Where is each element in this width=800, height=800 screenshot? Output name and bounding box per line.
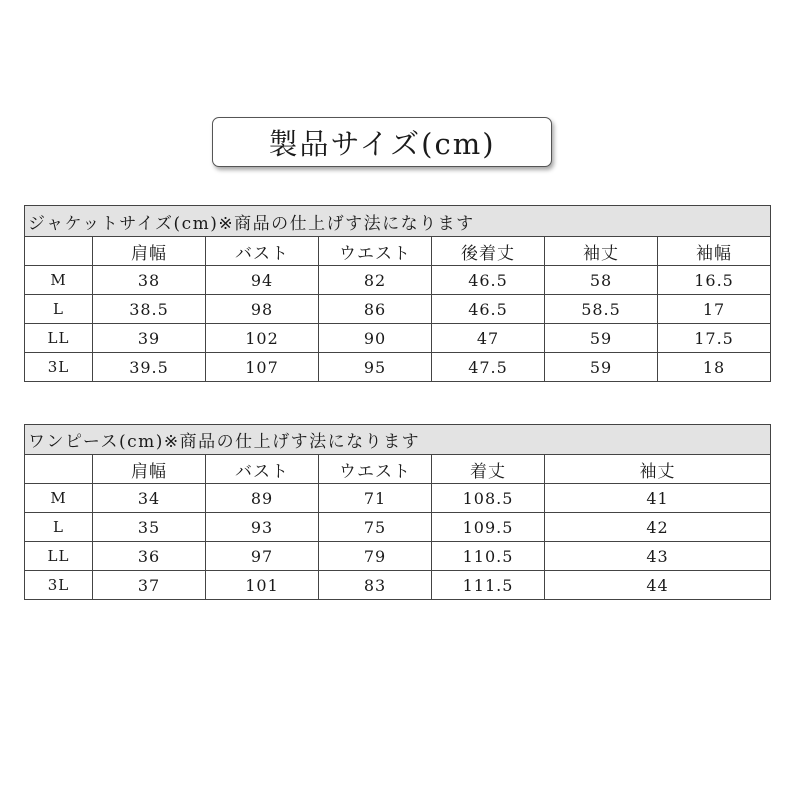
cell-value: 82 xyxy=(319,266,432,295)
table-row xyxy=(25,266,771,295)
corner-cell xyxy=(25,237,93,266)
cell-value: 42 xyxy=(545,513,771,542)
size-label: L xyxy=(25,295,93,324)
header-waist: ウエスト xyxy=(319,455,432,484)
header-sleeve-length: 袖丈 xyxy=(545,455,771,484)
cell-value: 59 xyxy=(545,353,658,382)
table-row xyxy=(25,295,771,324)
cell-value: 43 xyxy=(545,542,771,571)
header-shoulder: 肩幅 xyxy=(93,455,206,484)
cell-value: 46.5 xyxy=(432,295,545,324)
cell-value: 107 xyxy=(206,353,319,382)
jacket-size-table xyxy=(24,205,771,382)
cell-value: 102 xyxy=(206,324,319,353)
table-row xyxy=(25,513,771,542)
dress-header-row xyxy=(25,455,771,484)
cell-value: 58 xyxy=(545,266,658,295)
cell-value: 71 xyxy=(319,484,432,513)
size-label: M xyxy=(25,266,93,295)
header-bust: バスト xyxy=(206,455,319,484)
header-shoulder: 肩幅 xyxy=(93,237,206,266)
cell-value: 110.5 xyxy=(432,542,545,571)
cell-value: 36 xyxy=(93,542,206,571)
cell-value: 34 xyxy=(93,484,206,513)
cell-value: 109.5 xyxy=(432,513,545,542)
cell-value: 94 xyxy=(206,266,319,295)
header-bust: バスト xyxy=(206,237,319,266)
cell-value: 46.5 xyxy=(432,266,545,295)
header-back-length: 後着丈 xyxy=(432,237,545,266)
table-row xyxy=(25,571,771,600)
cell-value: 41 xyxy=(545,484,771,513)
header-sleeve-width: 袖幅 xyxy=(658,237,771,266)
cell-value: 108.5 xyxy=(432,484,545,513)
jacket-table-caption: ジャケットサイズ(cm)※商品の仕上げす法になります xyxy=(25,206,771,237)
cell-value: 47 xyxy=(432,324,545,353)
cell-value: 47.5 xyxy=(432,353,545,382)
cell-value: 101 xyxy=(206,571,319,600)
size-label: LL xyxy=(25,542,93,571)
cell-value: 86 xyxy=(319,295,432,324)
cell-value: 35 xyxy=(93,513,206,542)
size-label: 3L xyxy=(25,571,93,600)
cell-value: 38 xyxy=(93,266,206,295)
cell-value: 58.5 xyxy=(545,295,658,324)
cell-value: 97 xyxy=(206,542,319,571)
cell-value: 44 xyxy=(545,571,771,600)
header-sleeve-length: 袖丈 xyxy=(545,237,658,266)
size-label: L xyxy=(25,513,93,542)
cell-value: 18 xyxy=(658,353,771,382)
cell-value: 93 xyxy=(206,513,319,542)
cell-value: 111.5 xyxy=(432,571,545,600)
cell-value: 75 xyxy=(319,513,432,542)
header-waist: ウエスト xyxy=(319,237,432,266)
table-row xyxy=(25,353,771,382)
table-row xyxy=(25,484,771,513)
page-title: 製品サイズ(cm) xyxy=(212,117,552,167)
cell-value: 98 xyxy=(206,295,319,324)
jacket-header-row xyxy=(25,237,771,266)
cell-value: 39.5 xyxy=(93,353,206,382)
table-row xyxy=(25,542,771,571)
corner-cell xyxy=(25,455,93,484)
cell-value: 79 xyxy=(319,542,432,571)
cell-value: 39 xyxy=(93,324,206,353)
cell-value: 95 xyxy=(319,353,432,382)
cell-value: 90 xyxy=(319,324,432,353)
header-length: 着丈 xyxy=(432,455,545,484)
cell-value: 17.5 xyxy=(658,324,771,353)
cell-value: 83 xyxy=(319,571,432,600)
size-label: LL xyxy=(25,324,93,353)
cell-value: 37 xyxy=(93,571,206,600)
size-label: M xyxy=(25,484,93,513)
size-label: 3L xyxy=(25,353,93,382)
cell-value: 17 xyxy=(658,295,771,324)
cell-value: 38.5 xyxy=(93,295,206,324)
cell-value: 59 xyxy=(545,324,658,353)
table-row xyxy=(25,324,771,353)
dress-table-caption: ワンピース(cm)※商品の仕上げす法になります xyxy=(25,425,771,455)
dress-size-table xyxy=(24,424,771,600)
cell-value: 89 xyxy=(206,484,319,513)
cell-value: 16.5 xyxy=(658,266,771,295)
